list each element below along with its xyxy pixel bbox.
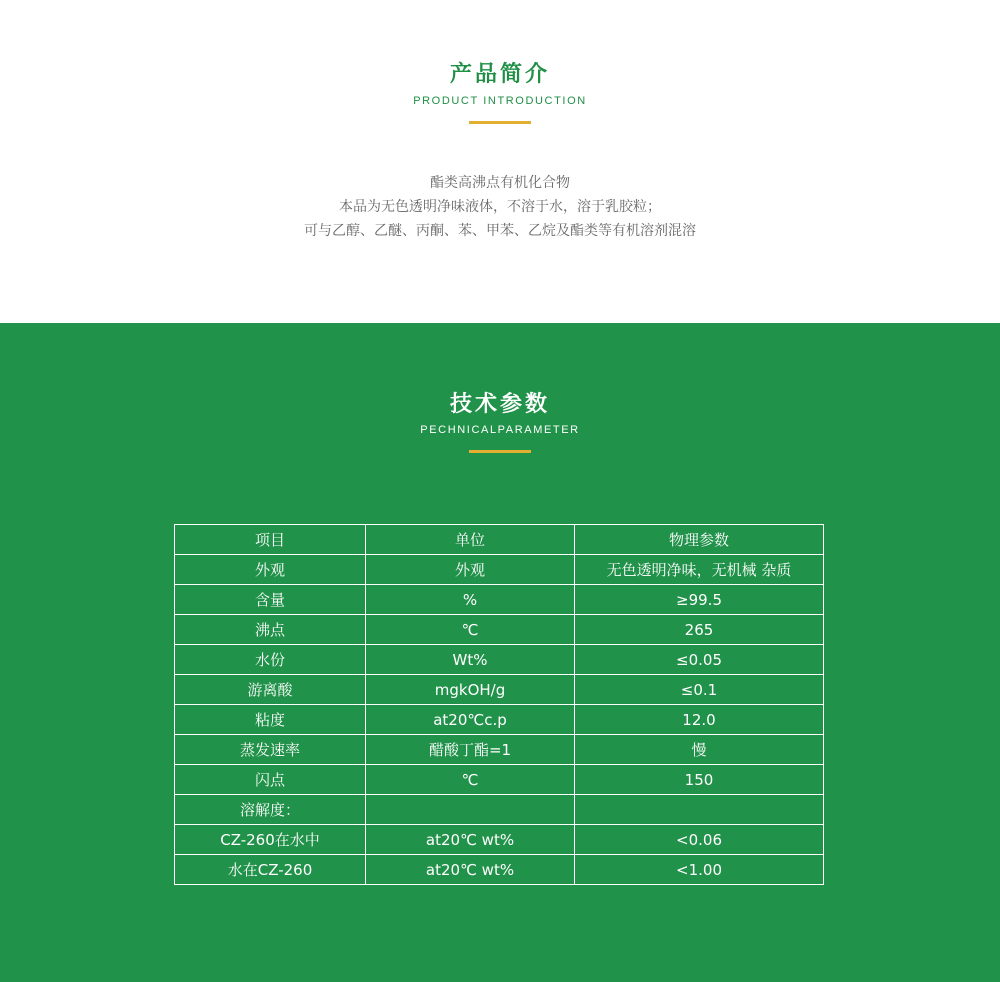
intro-description [0, 171, 1000, 243]
cell-unit: at20℃ wt% [366, 825, 575, 855]
cell-value: 慢 [575, 735, 824, 765]
intro-title: 产品简介 [449, 62, 550, 87]
cell-unit [366, 795, 575, 825]
cell-unit: 外观 [366, 555, 575, 585]
tech-subtitle: PECHNICALPARAMETER [420, 424, 580, 436]
tech-divider [469, 450, 531, 453]
table-row [175, 735, 824, 765]
cell-value: ≥99.5 [575, 585, 824, 615]
table-row [175, 675, 824, 705]
cell-item: 水在CZ-260 [175, 855, 366, 885]
cell-item: 蒸发速率 [175, 735, 366, 765]
cell-unit: at20℃c.p [366, 705, 575, 735]
intro-subtitle: PRODUCT INTRODUCTION [413, 95, 587, 107]
cell-item: CZ-260在水中 [175, 825, 366, 855]
cell-unit: ℃ [366, 615, 575, 645]
cell-value [575, 795, 824, 825]
cell-item: 粘度 [175, 705, 366, 735]
cell-item: 溶解度： [175, 795, 366, 825]
intro-line: 酯类高沸点有机化合物 [430, 175, 570, 191]
cell-value: <0.06 [575, 825, 824, 855]
cell-unit: mgkOH/g [366, 675, 575, 705]
table-row [175, 555, 824, 585]
technical-parameters-section [0, 323, 1000, 982]
cell-value: 150 [575, 765, 824, 795]
table-row [175, 765, 824, 795]
cell-item: 含量 [175, 585, 366, 615]
table-row [175, 585, 824, 615]
table-row [175, 825, 824, 855]
header-unit: 单位 [366, 525, 575, 555]
cell-unit: % [366, 585, 575, 615]
cell-unit: ℃ [366, 765, 575, 795]
table-row [175, 645, 824, 675]
intro-line: 本品为无色透明净味液体，不溶于水，溶于乳胶粒； [339, 199, 661, 215]
cell-value: ≤0.1 [575, 675, 824, 705]
tech-title: 技术参数 [449, 392, 550, 417]
table-header-row [175, 525, 824, 555]
cell-item: 沸点 [175, 615, 366, 645]
cell-unit: at20℃ wt% [366, 855, 575, 885]
parameters-table [174, 524, 824, 885]
cell-item: 闪点 [175, 765, 366, 795]
cell-value: 无色透明净味，无机械 杂质 [575, 555, 824, 585]
table-row [175, 615, 824, 645]
header-item: 项目 [175, 525, 366, 555]
cell-item: 水份 [175, 645, 366, 675]
product-introduction-section [0, 0, 1000, 323]
intro-divider [469, 121, 531, 124]
table-row [175, 855, 824, 885]
cell-value: 12.0 [575, 705, 824, 735]
table-row [175, 795, 824, 825]
table-row [175, 705, 824, 735]
cell-unit: Wt% [366, 645, 575, 675]
header-value: 物理参数 [575, 525, 824, 555]
cell-value: 265 [575, 615, 824, 645]
intro-line: 可与乙醇、乙醚、丙酮、苯、甲苯、乙烷及酯类等有机溶剂混溶 [304, 223, 696, 239]
cell-item: 外观 [175, 555, 366, 585]
cell-item: 游离酸 [175, 675, 366, 705]
cell-unit: 醋酸丁酯=1 [366, 735, 575, 765]
cell-value: <1.00 [575, 855, 824, 885]
cell-value: ≤0.05 [575, 645, 824, 675]
